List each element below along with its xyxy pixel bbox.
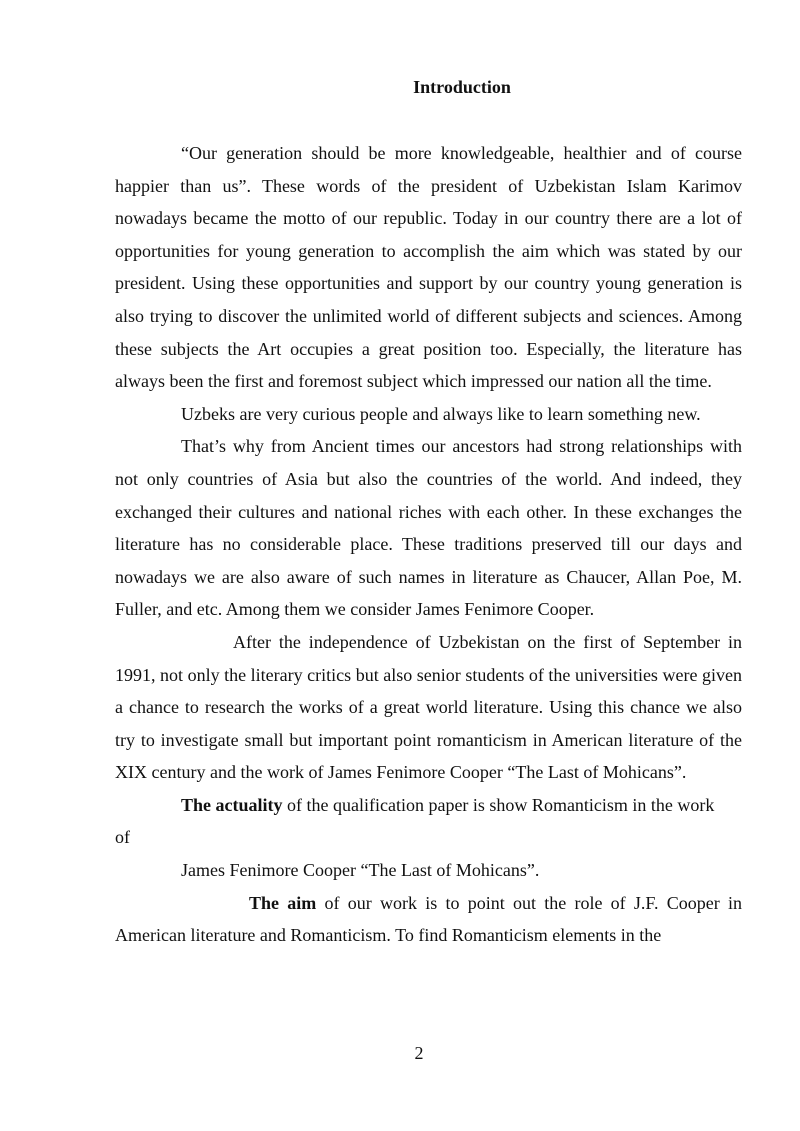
paragraph-of: of	[115, 827, 130, 848]
aim-heading: The aim	[249, 892, 317, 913]
actuality-heading: The actuality	[181, 794, 283, 815]
paragraph-uzbeks-curious: Uzbeks are very curious people and always like to learn something new.	[181, 403, 701, 424]
paragraph-ancestors-relationships: That’s why from Ancient times our ancestors had strong relationships with not only countries of Asia but also the countries of the world. And indeed, they exchanged their cultures and national riches with each other. In these exchanges the literature has no considerable place. These traditions preserved till our days and nowadays we are also aware of such names in literature as Chaucer, Allan Poe, M. Fuller, and etc. Among them we consider James Fenimore Cooper.	[115, 436, 742, 620]
aim-text: of our work is to point out the role of J.F. Cooper in American literature and Romanticism. To find Romanticism elements in the	[115, 892, 742, 946]
actuality-text: of the qualification paper is show Romanticism in the work	[282, 794, 715, 815]
paragraph-actuality	[115, 789, 742, 822]
paragraph-aim	[115, 887, 742, 952]
paragraph-work-title: James Fenimore Cooper “The Last of Mohicans”.	[181, 860, 540, 881]
document-body	[115, 137, 742, 952]
section-title: Introduction	[413, 77, 511, 97]
paragraph-independence: After the independence of Uzbekistan on the first of September in 1991, not only the literary critics but also senior students of the universities were given a chance to research the works of a great world literature. Using this chance we also try to investigate small but important point romanticism in American literature of the XIX century and the work of James Fenimore Cooper “The Last of Mohicans”.	[115, 631, 742, 783]
page-number: 2	[414, 1043, 424, 1063]
paragraph-president-quote: “Our generation should be more knowledgeable, healthier and of course happier than us”. These words of the president of Uzbekistan Islam Karimov nowadays became the motto of our republic. Today in our country there are a lot of opportunities for young generation to accomplish the aim which was stated by our president. Using these opportunities and support by our country young generation is also trying to discover the unlimited world of different subjects and sciences. Among these subjects the Art occupies a great position too. Especially, the literature has always been the first and foremost subject which impressed our nation all the time.	[115, 143, 742, 392]
